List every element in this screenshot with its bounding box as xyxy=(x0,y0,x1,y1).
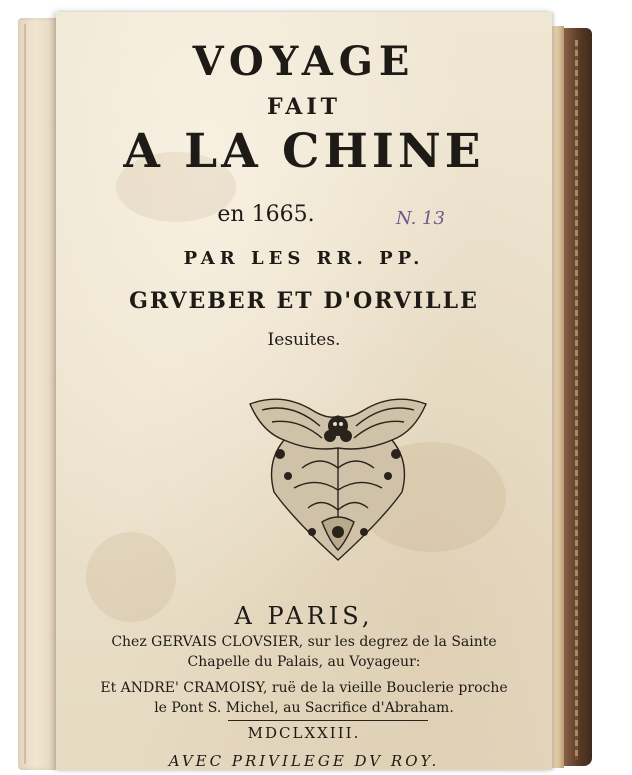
binding-stitching xyxy=(575,40,578,760)
angel-floral-vignette-icon xyxy=(242,392,434,564)
imprint-line-1: Chez GERVAIS CLOVSIER, sur les degrez de la Sainte xyxy=(111,634,497,650)
author-names: GRVEBER ET D'ORVILLE xyxy=(129,288,479,314)
publication-date: MDCLXXIII. xyxy=(247,724,361,742)
author-intro: PAR LES RR. PP. xyxy=(183,248,425,269)
imprint-line-2: Chapelle du Palais, au Voyageur: xyxy=(187,654,421,670)
title-page xyxy=(56,12,552,770)
title-line-fait: FAIT xyxy=(266,94,342,120)
title-line-a-la-chine: A LA CHINE xyxy=(123,124,485,179)
imprint-line-3: Et ANDRE' CRAMOISY, ruë de la vieille Bouclerie proche xyxy=(100,680,508,696)
imprint-city: A PARIS, xyxy=(234,602,374,630)
author-order: Iesuites. xyxy=(267,330,341,350)
royal-privilege: AVEC PRIVILEGE DV ROY. xyxy=(168,752,440,770)
divider-rule xyxy=(228,720,428,721)
title-year: en 1665. xyxy=(217,202,315,227)
manuscript-note: N. 13 xyxy=(396,208,445,229)
title-line-voyage: VOYAGE xyxy=(192,38,416,85)
imprint-line-4: le Pont S. Michel, au Sacrifice d'Abraham. xyxy=(154,700,454,716)
